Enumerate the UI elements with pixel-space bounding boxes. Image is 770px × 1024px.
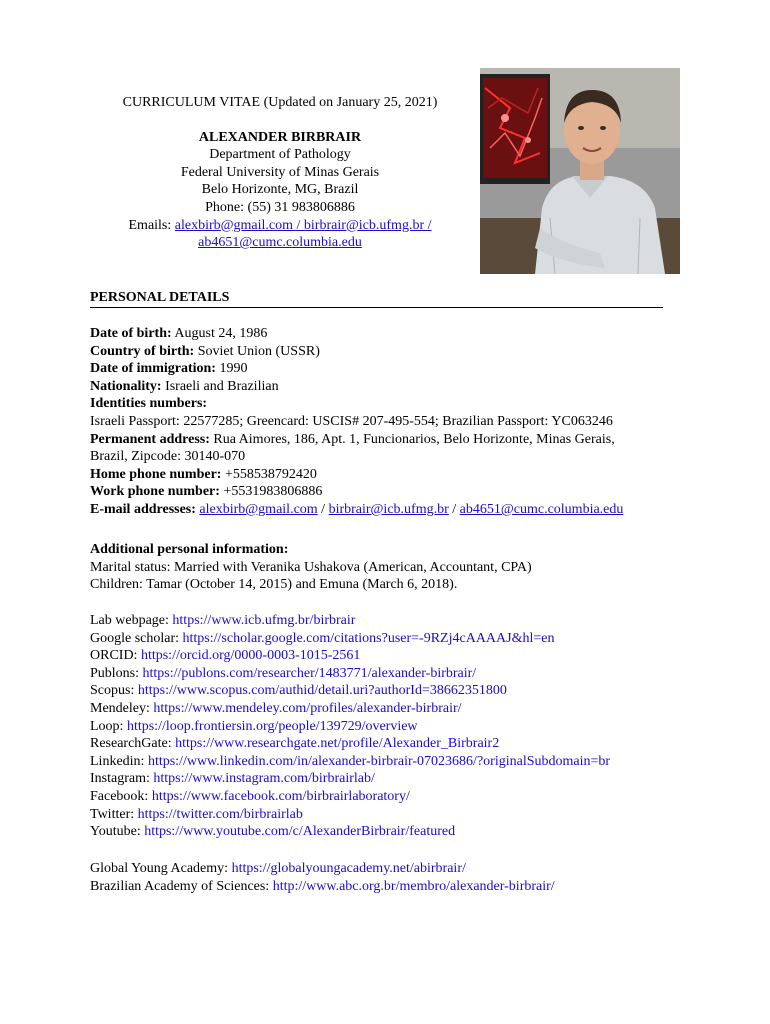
- link-row: [90, 788, 730, 806]
- link-label: Instagram:: [90, 771, 154, 787]
- email-link-2[interactable]: birbrair@icb.ufmg.br: [328, 501, 449, 517]
- link-url[interactable]: https://www.facebook.com/birbrairlaboratory/: [151, 788, 410, 804]
- department: Department of Pathology: [209, 147, 351, 163]
- detail-value: Israeli and Brazilian: [161, 378, 279, 394]
- detail-row-emails: [90, 501, 690, 519]
- detail-value: +558538792420: [221, 466, 317, 482]
- person-name: ALEXANDER BIRBRAIR: [198, 129, 362, 145]
- children: Children: Tamar (October 14, 2015) and Emuna (March 6, 2018).: [90, 577, 458, 593]
- cv-title: CURRICULUM VITAE (Updated on January 25, 2021): [122, 95, 438, 110]
- emails-link-1[interactable]: alexbirb@gmail.com / birbrair@icb.ufmg.br /: [174, 217, 432, 233]
- link-label: Loop:: [90, 718, 127, 734]
- link-url[interactable]: https://www.scopus.com/authid/detail.uri?authorId=38662351800: [137, 683, 507, 699]
- detail-label: Identities numbers:: [90, 396, 208, 412]
- link-row: [90, 735, 730, 753]
- marital-status: Marital status: Married with Veranika Ushakova (American, Accountant, CPA): [90, 559, 532, 575]
- link-label: Twitter:: [90, 806, 138, 822]
- link-url[interactable]: https://www.instagram.com/birbrairlab/: [153, 771, 375, 787]
- link-row: [90, 665, 730, 683]
- profile-links: [90, 612, 730, 841]
- email-link-3[interactable]: ab4651@cumc.columbia.edu: [459, 501, 624, 517]
- academy-url[interactable]: http://www.abc.org.br/membro/alexander-birbrair/: [272, 878, 555, 894]
- link-row: [90, 700, 730, 718]
- detail-label: Country of birth:: [90, 343, 195, 359]
- university: Federal University of Minas Gerais: [180, 164, 380, 180]
- detail-row-address: [90, 431, 690, 449]
- detail-label: Work phone number:: [90, 484, 220, 500]
- link-url[interactable]: https://loop.frontiersin.org/people/139729/overview: [126, 718, 418, 734]
- detail-value: +5531983806886: [219, 484, 323, 500]
- detail-label: Permanent address:: [90, 431, 210, 447]
- link-label: Linkedin:: [90, 753, 148, 769]
- link-url[interactable]: https://www.icb.ufmg.br/birbrair: [172, 613, 356, 628]
- link-url[interactable]: https://www.researchgate.net/profile/Alexander_Birbrair2: [175, 736, 500, 752]
- detail-row-country: [90, 343, 690, 361]
- detail-value: Soviet Union (USSR): [194, 343, 320, 359]
- detail-label: Nationality:: [90, 378, 162, 394]
- email-separator: /: [448, 501, 460, 517]
- link-label: Scopus:: [90, 683, 138, 699]
- link-url[interactable]: https://twitter.com/birbrairlab: [137, 806, 303, 822]
- detail-row-nationality: [90, 378, 690, 396]
- detail-value: 1990: [215, 361, 248, 377]
- profile-photo: [480, 68, 680, 274]
- link-row: [90, 612, 730, 630]
- email-link-1[interactable]: alexbirb@gmail.com: [199, 501, 318, 517]
- academy-links: [90, 860, 730, 895]
- detail-row-home-phone: [90, 466, 690, 484]
- link-label: Google scholar:: [90, 630, 183, 646]
- academy-url[interactable]: https://globalyoungacademy.net/abirbrair/: [231, 861, 466, 876]
- academy-row: [90, 878, 730, 896]
- academy-row: [90, 860, 730, 878]
- cv-header: [90, 94, 470, 252]
- detail-row-dob: [90, 325, 690, 343]
- link-row: [90, 753, 730, 771]
- link-label: ResearchGate:: [90, 736, 176, 752]
- link-url[interactable]: https://publons.com/researcher/1483771/alexander-birbrair/: [142, 665, 477, 681]
- detail-row-identities: [90, 395, 690, 413]
- link-url[interactable]: https://orcid.org/0000-0003-1015-2561: [140, 648, 361, 664]
- emails-link-2[interactable]: ab4651@cumc.columbia.edu: [198, 235, 362, 251]
- section-heading-personal-details: PERSONAL DETAILS: [90, 289, 663, 308]
- link-label: ORCID:: [90, 648, 141, 664]
- link-label: Youtube:: [90, 824, 145, 840]
- link-url[interactable]: https://scholar.google.com/citations?user=-9RZj4cAAAAJ&hl=en: [182, 630, 555, 646]
- additional-info: [90, 541, 690, 594]
- emails-line: [90, 217, 470, 235]
- link-label: Mendeley:: [90, 700, 154, 716]
- address-continuation: Brazil, Zipcode: 30140-070: [90, 449, 246, 465]
- personal-details: [90, 325, 690, 519]
- link-row: [90, 682, 730, 700]
- phone: Phone: (55) 31 983806886: [205, 199, 355, 215]
- link-row: [90, 806, 730, 824]
- academy-label: Brazilian Academy of Sciences:: [90, 878, 273, 894]
- city: Belo Horizonte, MG, Brazil: [201, 182, 359, 198]
- emails-label: Emails:: [128, 217, 175, 233]
- detail-value: Rua Aimores, 186, Apt. 1, Funcionarios, Belo Horizonte, Minas Gerais,: [209, 431, 615, 447]
- detail-value: August 24, 1986: [171, 326, 268, 341]
- link-url[interactable]: https://www.mendeley.com/profiles/alexander-birbrair/: [153, 700, 462, 716]
- link-label: Facebook:: [90, 788, 152, 804]
- detail-label: Home phone number:: [90, 466, 222, 482]
- link-row: [90, 630, 730, 648]
- detail-row-immigration: [90, 360, 690, 378]
- detail-label: Date of birth:: [90, 326, 172, 341]
- link-url[interactable]: https://www.youtube.com/c/AlexanderBirbrair/featured: [144, 824, 456, 840]
- link-row: [90, 718, 730, 736]
- link-row: [90, 770, 730, 788]
- academy-label: Global Young Academy:: [90, 861, 232, 876]
- link-row: [90, 823, 730, 841]
- detail-label: E-mail addresses:: [90, 501, 196, 517]
- link-row: [90, 647, 730, 665]
- email-separator: /: [317, 501, 329, 517]
- portrait-illustration: [480, 68, 680, 274]
- detail-row-work-phone: [90, 483, 690, 501]
- link-label: Lab webpage:: [90, 613, 173, 628]
- additional-heading: Additional personal information:: [90, 542, 289, 557]
- link-url[interactable]: https://www.linkedin.com/in/alexander-birbrair-07023686/?originalSubdomain=br: [147, 753, 611, 769]
- identities-text: Israeli Passport: 22577285; Greencard: USCIS# 207-495-554; Brazilian Passport: YC063246: [90, 413, 613, 429]
- detail-label: Date of immigration:: [90, 361, 216, 377]
- link-label: Publons:: [90, 665, 143, 681]
- emails-line-2: [90, 234, 470, 252]
